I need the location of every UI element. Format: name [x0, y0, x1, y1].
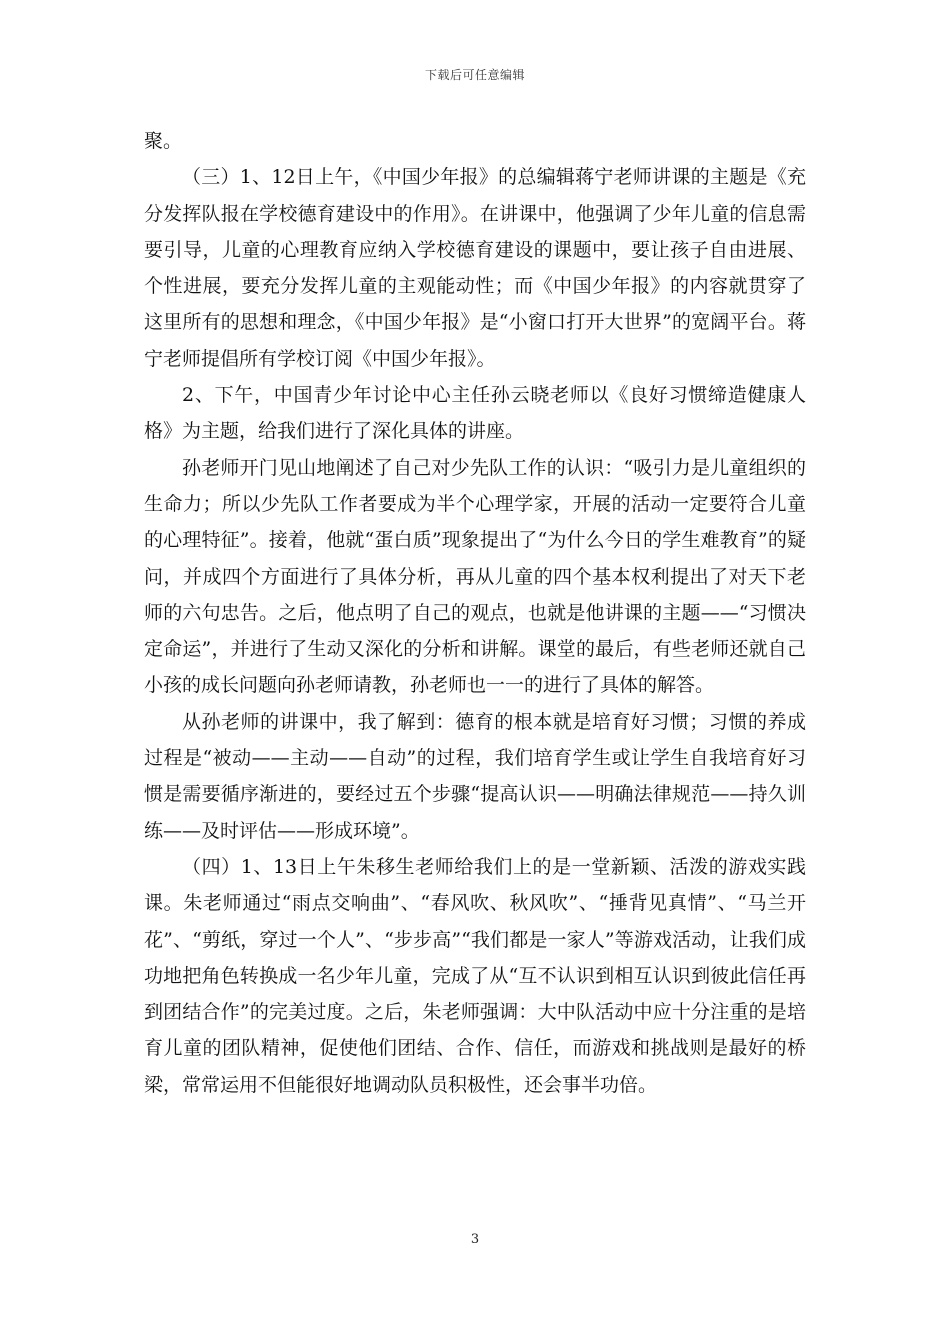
- page-number: 3: [470, 1232, 480, 1247]
- paragraph-takeaway: 从孙老师的讲课中，我了解到：德育的根本就是培育好习惯；习惯的养成过程是“被动——主动——自动”的过程，我们培育学生或让学生自我培育好习惯是需要循序渐进的，要经过五个步骤“提高认识——明确法律规范——持久训练——及时评估——形成环境”。: [144, 710, 806, 842]
- paragraph-section-4-item-1: （四）1、13日上午朱移生老师给我们上的是一堂新颖、活泼的游戏实践课。朱老师通过“雨点交响曲”、“春风吹、秋风吹”、“捶背见真情”、“马兰开花”、“剪纸，穿过一个人”、“步步高”“我们都是一家人”等游戏活动，让我们成功地把角色转换成一名少年儿童，完成了从“互不认识到相互认识到彼此信任再到团结合作”的完美过度。之后，朱老师强调：大中队活动中应十分注重的是培育儿童的团队精神，促使他们团结、合作、信任，而游戏和挑战则是最好的桥梁，常常运用不但能很好地调动队员积极性，还会事半功倍。: [144, 855, 806, 1096]
- document-body: [144, 123, 806, 1103]
- paragraph-sun-lecture: 孙老师开门见山地阐述了自己对少先队工作的认识：“吸引力是儿童组织的生命力；所以少先队工作者要成为半个心理学家，开展的活动一定要符合儿童的心理特征”。接着，他就“蛋白质”现象提出了“为什么今日的学生难教育”的疑问，并成四个方面进行了具体分析，再从儿童的四个基本权利提出了对天下老师的六句忠告。之后，他点明了自己的观点，也就是他讲课的主题——“习惯决定命运”，并进行了生动又深化的分析和讲解。课堂的最后，有些老师还就自己小孩的成长问题向孙老师请教，孙老师也一一的进行了具体的解答。: [144, 456, 806, 697]
- paragraph-continuation: 聚。: [144, 130, 183, 152]
- paragraph-section-3-item-2: 2、下午，中国青少年讨论中心主任孙云晓老师以《良好习惯缔造健康人格》为主题，给我们进行了深化具体的讲座。: [144, 384, 806, 443]
- page-header: 下载后可任意编辑: [424, 68, 525, 82]
- paragraph-section-3-item-1: （三）1、12日上午，《中国少年报》的总编辑蒋宁老师讲课的主题是《充分发挥队报在学校德育建设中的作用》。在讲课中，他强调了少年儿童的信息需要引导，儿童的心理教育应纳入学校德育建设的课题中，要让孩子自由进展、个性进展，要充分发挥儿童的主观能动性；而《中国少年报》的内容就贯穿了这里所有的思想和理念，《中国少年报》是“小窗口打开大世界”的宽阔平台。蒋宁老师提倡所有学校订阅《中国少年报》。: [144, 166, 806, 370]
